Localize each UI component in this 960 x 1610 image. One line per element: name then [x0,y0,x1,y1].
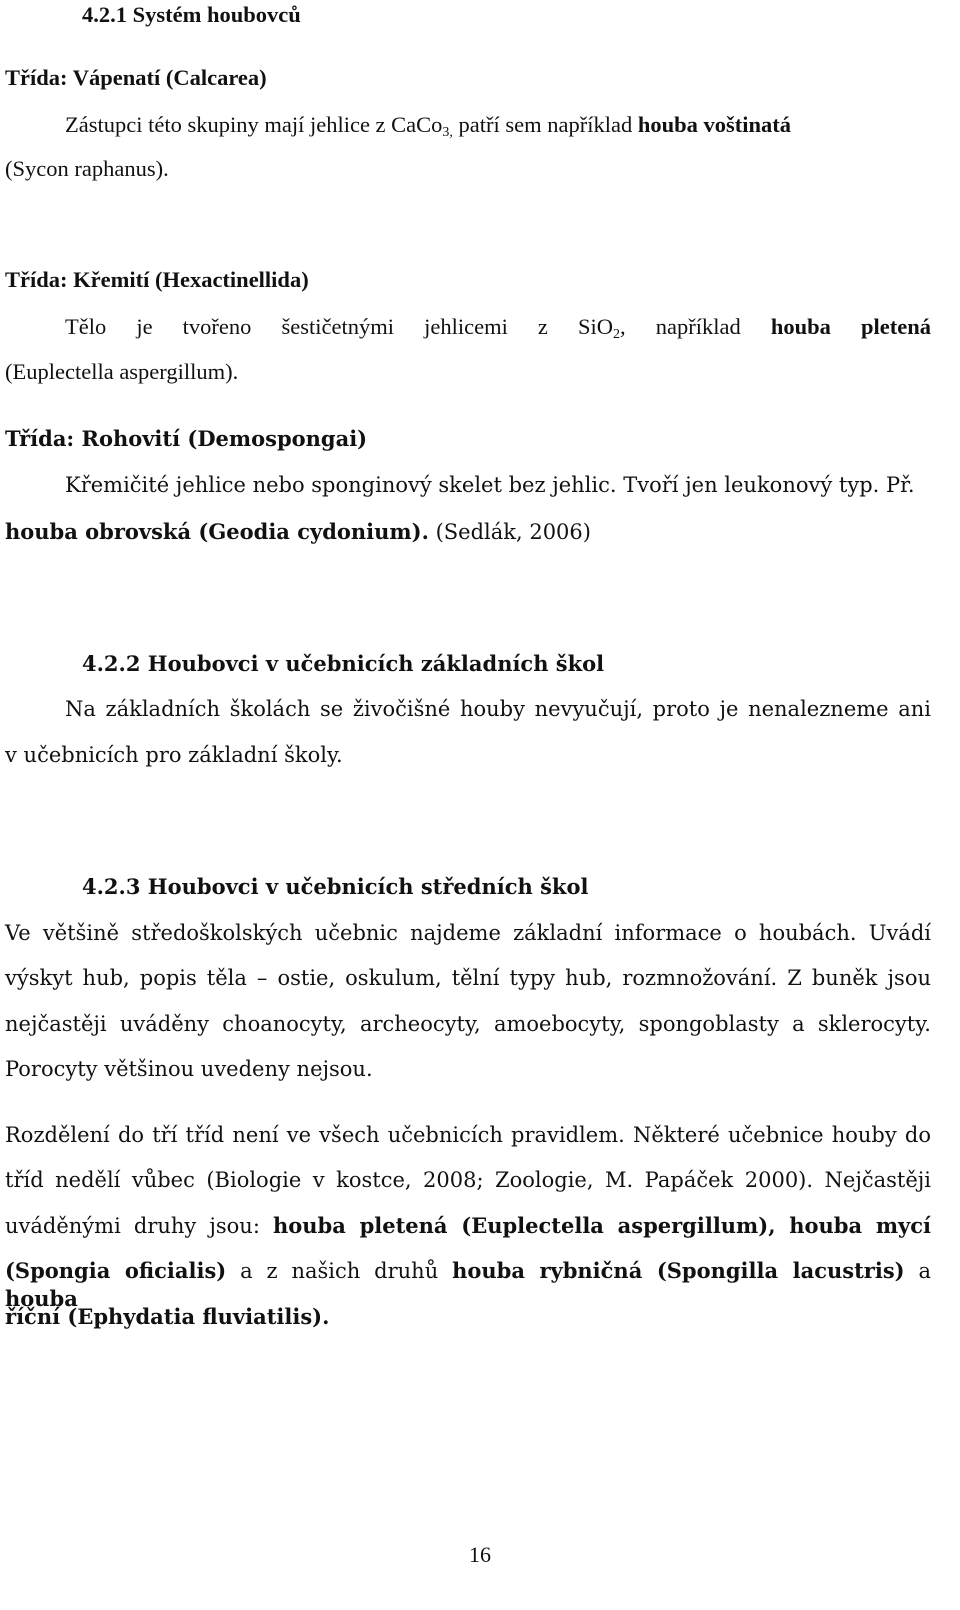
hexactinellida-text-line2: (Euplectella aspergillum). [5,359,239,384]
section-heading-4-2-1: 4.2.1 Systém houbovců [82,2,301,27]
bold-term: houba obrovská (Geodia cydonium). [5,519,429,544]
secondary-p2-line3: uváděnými druhy jsou: houba pletená (Euplectella aspergillum), houba mycí [5,1213,932,1238]
bold-term: houba rybničná (Spongilla lacustris) [452,1258,905,1283]
secondary-p2-line4: (Spongia oficialis) a z našich druhů houba rybničná (Spongilla lacustris) a houba [5,1258,931,1311]
citation: (Sedlák, 2006) [428,520,591,544]
bold-term: houba pletená (Euplectella aspergillum), houba mycí [273,1213,932,1238]
bold-term: houba pletená [770,314,931,339]
hexactinellida-text-line1: Tělo je tvořeno šestičetnými jehlicemi z SiO$_2$, například houba pletená [65,314,931,342]
secondary-p1-line3: nejčastěji uváděny choanocyty, archeocyty, amoebocyty, spongoblasty a sklerocyty. [5,1012,931,1036]
secondary-p1-line1: Ve většině středoškolských učebnic najdeme základní informace o houbách. Uvádí [5,921,931,945]
calcarea-text-line2: (Sycon raphanus). [5,156,169,181]
secondary-p2-line1: Rozdělení do tří tříd není ve všech učebnicích pravidlem. Některé učebnice houby do [5,1123,931,1147]
section-heading-4-2-3: 4.2.3 Houbovci v učebnicích středních škol [82,874,589,899]
secondary-p2-line2: tříd nedělí vůbec (Biologie v kostce, 2008; Zoologie, M. Papáček 2000). Nejčastěji [5,1168,931,1192]
calcarea-text-line1: Zástupci této skupiny mají jehlice z CaCo$_{3,}$ patří sem například houba voštinatá [65,112,792,140]
subscript: 3, [442,125,453,140]
section-heading-4-2-2: 4.2.2 Houbovci v učebnicích základních škol [82,651,605,676]
page-number: 16 [469,1542,491,1567]
bold-term: houba voštinatá [637,112,792,137]
primary-text-line2: v učebnicích pro základní školy. [5,743,343,767]
demospongiae-text-line2 [5,518,591,546]
bold-term: (Spongia oficialis) [5,1258,227,1283]
subscript: 2 [613,327,621,342]
secondary-p1-line4: Porocyty většinou uvedeny nejsou. [5,1057,373,1081]
secondary-p1-line2: výskyt hub, popis těla – ostie, oskulum, tělní typy hub, rozmnožování. Z buněk jsou [5,966,931,990]
bold-term: houba [5,1286,78,1311]
secondary-p2-line5: říční (Ephydatia fluviatilis). [5,1304,330,1329]
class-label-demospongiae: Třída: Rohovití (Demospongai) [5,426,368,451]
class-label-hexactinellida: Třída: Křemití (Hexactinellida) [5,267,309,292]
primary-text-line1: Na základních školách se živočišné houby nevyučují, proto je nenalezneme ani [65,697,931,721]
demospongiae-text-line1: Křemičité jehlice nebo sponginový skelet bez jehlic. Tvoří jen leukonový typ. Př. [65,473,915,497]
class-label-calcarea: Třída: Vápenatí (Calcarea) [5,65,267,90]
